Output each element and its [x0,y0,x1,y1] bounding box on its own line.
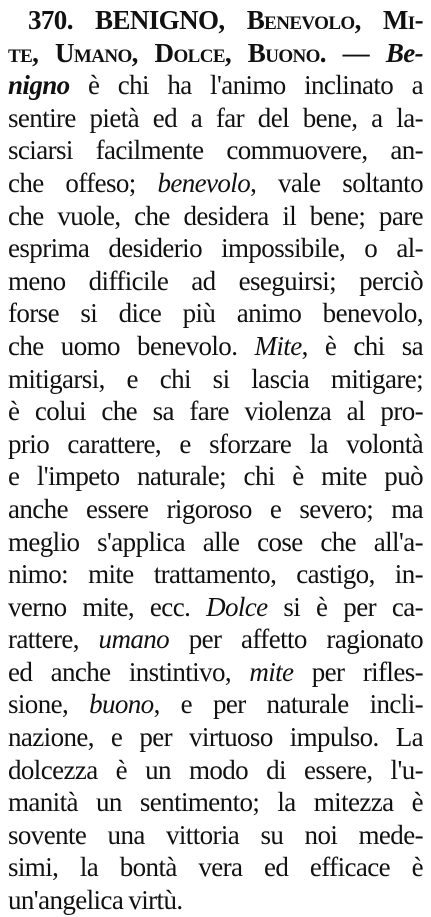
text-line [8,754,423,787]
text-line [8,428,423,461]
text-segment: che uomo benevolo. [8,330,255,361]
text-segment: sciarsi facilmente commuovere, an- [8,135,423,166]
text-segment: per rifles- [293,656,423,687]
text-segment: , vale soltanto [250,167,423,198]
text-line [8,493,423,526]
text-segment: anche essere rigoroso e severo; ma [8,493,423,524]
text-line [8,851,423,884]
text-segment: BENIGNO, [72,5,247,35]
text-segment: nazione, e per virtuoso impulso. La [8,722,423,753]
text-segment: mite [249,656,294,687]
text-segment: prio carattere, e sforzare la volontà [8,428,423,459]
text-segment: umano [98,624,170,655]
text-segment: , e per naturale incli- [153,689,423,720]
text-line [8,591,423,624]
text-line [8,167,423,200]
entry-number: 370. [28,5,73,35]
text-line [8,395,423,428]
text-line [8,330,423,363]
text-segment: che offeso; [8,167,158,198]
text-line [8,265,423,298]
text-line [8,526,423,559]
text-line [8,37,423,70]
text-line [8,4,423,37]
text-segment: te, Umano, Dolce, Buono. — [8,37,386,68]
text-line [8,688,423,721]
text-segment: verno mite, ecc. [8,591,207,622]
text-segment: forse si dice più animo benevolo, [8,298,423,329]
text-segment: sovente una vittoria su noi mede- [8,819,423,850]
text-segment: simi, la bontà vera ed efficace è [8,852,423,883]
text-segment: esprima desiderio impossibile, o al- [8,233,423,264]
text-segment: nigno [8,70,70,101]
text-segment: benevolo [157,167,251,198]
text-segment: si è per ca- [267,591,423,622]
text-segment: che vuole, che desidera il bene; pare [8,200,423,231]
text-segment: è colui che sa fare violenza al pro- [8,396,423,427]
text-line [8,102,423,135]
text-segment: meglio s'applica alle cose che all'a- [8,526,423,557]
text-segment: è chi ha l'animo inclinato a [69,70,423,101]
text-line [8,623,423,656]
text-line [8,363,423,396]
text-segment: Benevolo, Mi- [246,5,423,35]
text-segment: mitigarsi, e chi si lascia mitigare; [8,363,423,394]
text-segment: rattere, [8,624,99,655]
text-segment: per affetto ragionato [169,624,423,655]
text-segment: buono [89,689,154,720]
text-line [8,656,423,689]
text-line [8,297,423,330]
text-segment: un'angelica virtù. [8,885,183,916]
text-line [8,69,423,102]
text-segment: nimo: mite trattamento, castigo, in- [8,559,423,590]
text-segment: dolcezza è un modo di essere, l'u- [8,754,423,785]
text-line [8,460,423,493]
text-line [8,232,423,265]
text-line [8,558,423,591]
text-segment: sione, [8,689,90,720]
text-line [8,884,423,917]
text-segment: Be- [385,37,423,68]
text-line [8,721,423,754]
text-line [8,819,423,852]
text-segment: sentire pietà ed a far del bene, a la- [8,102,423,133]
text-line [8,134,423,167]
text-segment: e l'impeto naturale; chi è mite può [8,461,423,492]
text-segment: Dolce [206,591,268,622]
text-line [8,200,423,233]
text-segment: ed anche instintivo, [8,656,250,687]
text-segment: , è chi sa [301,330,423,361]
text-segment: Mite [254,330,302,361]
text-segment: manità un sentimento; la mitezza è [8,787,423,818]
text-segment: meno difficile ad eseguirsi; perciò [8,265,423,296]
text-line [8,786,423,819]
